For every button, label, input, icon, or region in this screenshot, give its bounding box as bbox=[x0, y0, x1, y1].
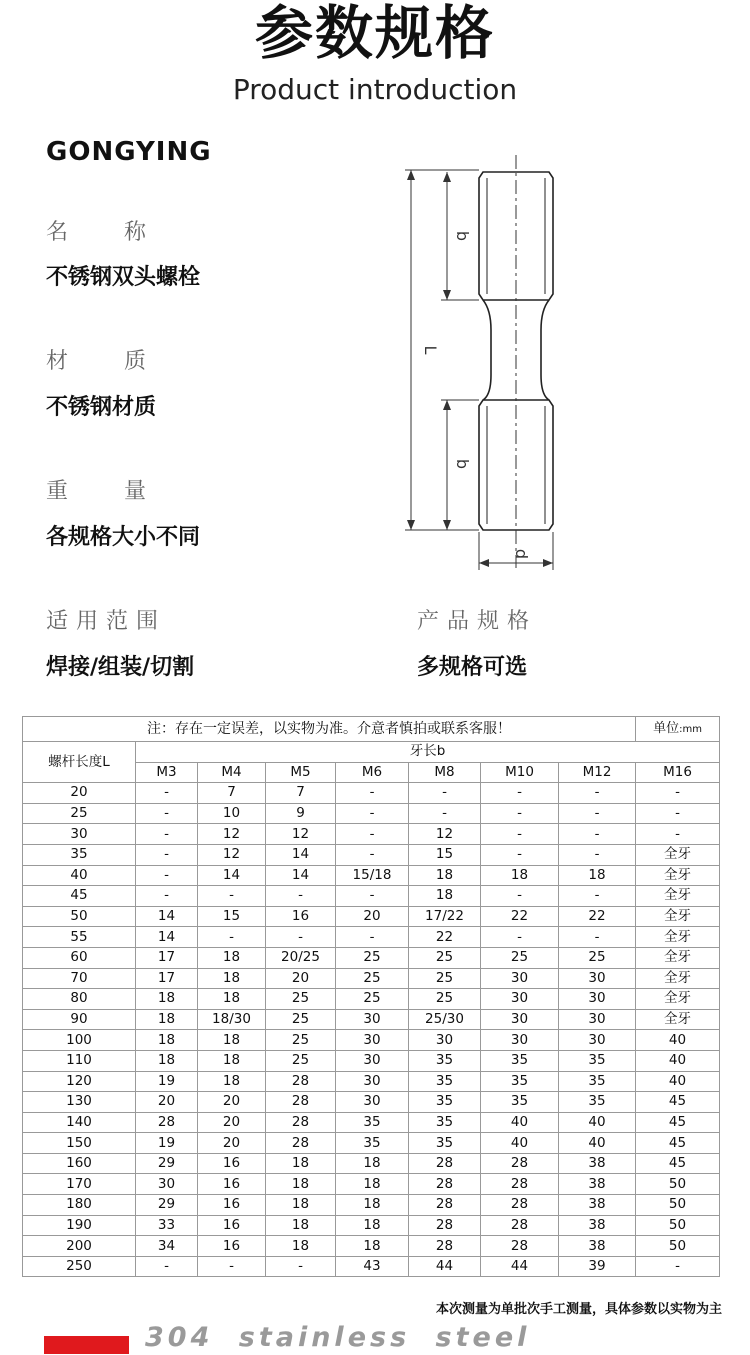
thread-length-cell: - bbox=[336, 824, 409, 845]
table-note: 注：存在一定误差，以实物为准。介意者慎拍或联系客服！ bbox=[23, 717, 636, 742]
thread-length-cell: 39 bbox=[559, 1256, 636, 1277]
table-row bbox=[23, 1133, 720, 1154]
thread-length-cell: 35 bbox=[409, 1092, 481, 1113]
thread-length-cell: 18 bbox=[266, 1174, 336, 1195]
thread-length-cell: 14 bbox=[136, 927, 198, 948]
thread-length-cell: 38 bbox=[559, 1215, 636, 1236]
thread-length-cell: 12 bbox=[266, 824, 336, 845]
thread-length-cell: - bbox=[481, 927, 559, 948]
thread-length-cell: 全牙 bbox=[636, 947, 720, 968]
column-header: M10 bbox=[481, 762, 559, 783]
length-cell: 90 bbox=[23, 1009, 136, 1030]
thread-length-cell: 40 bbox=[559, 1133, 636, 1154]
thread-length-cell: 40 bbox=[636, 1071, 720, 1092]
thread-length-cell: 20 bbox=[336, 906, 409, 927]
thread-length-cell: 16 bbox=[198, 1153, 266, 1174]
thread-length-cell: 22 bbox=[409, 927, 481, 948]
thread-length-cell: - bbox=[198, 886, 266, 907]
thread-length-cell: 18 bbox=[266, 1153, 336, 1174]
spec-table bbox=[22, 716, 720, 1277]
weight-label: 重量 bbox=[46, 479, 203, 504]
thread-length-cell: 38 bbox=[559, 1174, 636, 1195]
thread-length-cell: 16 bbox=[198, 1195, 266, 1216]
column-header: M8 bbox=[409, 762, 481, 783]
thread-length-cell: 18 bbox=[266, 1195, 336, 1216]
table-row bbox=[23, 1195, 720, 1216]
thread-length-cell: - bbox=[266, 1256, 336, 1277]
thread-length-cell: 30 bbox=[409, 1030, 481, 1051]
thread-length-cell: 20 bbox=[198, 1092, 266, 1113]
length-cell: 200 bbox=[23, 1236, 136, 1257]
column-header: M5 bbox=[266, 762, 336, 783]
thread-length-cell: 20 bbox=[266, 968, 336, 989]
thread-length-cell: 28 bbox=[409, 1174, 481, 1195]
thread-length-cell: 全牙 bbox=[636, 927, 720, 948]
thread-length-cell: 15 bbox=[198, 906, 266, 927]
thread-length-cell: 10 bbox=[198, 803, 266, 824]
table-row bbox=[23, 783, 720, 804]
table-row bbox=[23, 968, 720, 989]
thread-length-cell: 16 bbox=[198, 1174, 266, 1195]
thread-length-cell: 全牙 bbox=[636, 844, 720, 865]
thread-length-cell: 25 bbox=[336, 989, 409, 1010]
thread-length-cell: 7 bbox=[266, 783, 336, 804]
table-row bbox=[23, 844, 720, 865]
thread-length-cell: - bbox=[198, 927, 266, 948]
thread-length-cell: 40 bbox=[481, 1133, 559, 1154]
thread-length-cell: - bbox=[481, 844, 559, 865]
thread-length-cell: 全牙 bbox=[636, 989, 720, 1010]
thread-length-cell: 12 bbox=[198, 824, 266, 845]
thread-length-cell: 28 bbox=[409, 1236, 481, 1257]
table-body bbox=[23, 783, 720, 1277]
thread-length-cell: 18 bbox=[336, 1236, 409, 1257]
thread-length-cell: 28 bbox=[481, 1236, 559, 1257]
thread-length-cell: 28 bbox=[266, 1112, 336, 1133]
thread-length-cell: 28 bbox=[481, 1153, 559, 1174]
thread-length-cell: 9 bbox=[266, 803, 336, 824]
thread-length-cell: 35 bbox=[559, 1050, 636, 1071]
thread-length-cell: 29 bbox=[136, 1153, 198, 1174]
thread-length-cell: 18 bbox=[198, 989, 266, 1010]
length-header: 螺杆长度L bbox=[23, 742, 136, 783]
thread-length-cell: 18 bbox=[336, 1174, 409, 1195]
thread-length-cell: 14 bbox=[136, 906, 198, 927]
length-cell: 45 bbox=[23, 886, 136, 907]
thread-length-cell: 30 bbox=[336, 1071, 409, 1092]
thread-length-cell: 30 bbox=[136, 1174, 198, 1195]
spec-value: 多规格可选 bbox=[417, 655, 528, 680]
thread-length-cell: 35 bbox=[336, 1112, 409, 1133]
thread-length-cell: 12 bbox=[409, 824, 481, 845]
thread-length-cell: - bbox=[481, 824, 559, 845]
length-cell: 80 bbox=[23, 989, 136, 1010]
thread-length-cell: 18 bbox=[136, 1050, 198, 1071]
thread-length-cell: 30 bbox=[336, 1030, 409, 1051]
unit-cell bbox=[636, 717, 720, 742]
weight-value: 各规格大小不同 bbox=[46, 525, 201, 550]
thread-length-cell: - bbox=[409, 783, 481, 804]
thread-length-cell: - bbox=[481, 783, 559, 804]
column-header: M12 bbox=[559, 762, 636, 783]
thread-length-cell: - bbox=[481, 803, 559, 824]
thread-length-cell: - bbox=[266, 886, 336, 907]
table-row bbox=[23, 1215, 720, 1236]
stud-bolt-drawing bbox=[395, 150, 570, 575]
thread-length-cell: 30 bbox=[481, 1030, 559, 1051]
length-cell: 50 bbox=[23, 906, 136, 927]
thread-length-cell: 18 bbox=[409, 886, 481, 907]
table-row bbox=[23, 886, 720, 907]
thread-length-cell: 18 bbox=[198, 1071, 266, 1092]
thread-length-cell: - bbox=[409, 803, 481, 824]
table-row bbox=[23, 927, 720, 948]
thread-length-cell: - bbox=[559, 824, 636, 845]
length-cell: 130 bbox=[23, 1092, 136, 1113]
thread-length-cell: 34 bbox=[136, 1236, 198, 1257]
thread-length-cell: - bbox=[198, 1256, 266, 1277]
thread-length-cell: 45 bbox=[636, 1092, 720, 1113]
thread-length-cell: 全牙 bbox=[636, 865, 720, 886]
thread-length-cell: - bbox=[136, 783, 198, 804]
brand-name: GONGYING bbox=[46, 137, 212, 167]
table-row bbox=[23, 1153, 720, 1174]
material-label: 材质 bbox=[46, 349, 203, 374]
thread-length-cell: 40 bbox=[481, 1112, 559, 1133]
page-subtitle: Product introduction bbox=[232, 73, 518, 106]
spec-label: 产品规格 bbox=[417, 609, 538, 634]
thread-length-cell: 30 bbox=[559, 1030, 636, 1051]
thread-length-cell: - bbox=[136, 886, 198, 907]
table-row bbox=[23, 906, 720, 927]
thread-length-cell: 28 bbox=[409, 1153, 481, 1174]
thread-length-cell: 35 bbox=[409, 1050, 481, 1071]
thread-length-cell: 18 bbox=[136, 1030, 198, 1051]
accent-bar bbox=[44, 1336, 129, 1354]
thread-length-cell: 30 bbox=[336, 1009, 409, 1030]
thread-length-cell: - bbox=[336, 783, 409, 804]
material-value: 不锈钢材质 bbox=[46, 395, 157, 420]
thread-length-cell: 25 bbox=[266, 1009, 336, 1030]
thread-length-cell: 50 bbox=[636, 1174, 720, 1195]
table-row bbox=[23, 1112, 720, 1133]
thread-length-cell: - bbox=[266, 927, 336, 948]
thread-length-cell: 25 bbox=[409, 947, 481, 968]
thread-length-cell: 43 bbox=[336, 1256, 409, 1277]
thread-length-cell: - bbox=[559, 783, 636, 804]
table-row bbox=[23, 1174, 720, 1195]
thread-length-cell: 28 bbox=[266, 1092, 336, 1113]
length-cell: 250 bbox=[23, 1256, 136, 1277]
thread-length-cell: 12 bbox=[198, 844, 266, 865]
dimension-label-b-top: b bbox=[453, 230, 472, 242]
thread-length-cell: 30 bbox=[559, 968, 636, 989]
thread-length-cell: 22 bbox=[559, 906, 636, 927]
thread-length-cell: 35 bbox=[481, 1092, 559, 1113]
column-header: M3 bbox=[136, 762, 198, 783]
table-row bbox=[23, 803, 720, 824]
length-cell: 20 bbox=[23, 783, 136, 804]
thread-length-cell: 30 bbox=[481, 989, 559, 1010]
thread-length-cell: 28 bbox=[266, 1133, 336, 1154]
spec-table-container bbox=[22, 716, 719, 1277]
length-cell: 110 bbox=[23, 1050, 136, 1071]
dimension-label-b-bottom: b bbox=[453, 458, 472, 470]
thread-length-cell: 30 bbox=[481, 968, 559, 989]
thread-length-cell: 全牙 bbox=[636, 1009, 720, 1030]
length-cell: 150 bbox=[23, 1133, 136, 1154]
thread-length-cell: 17/22 bbox=[409, 906, 481, 927]
thread-length-cell: - bbox=[336, 803, 409, 824]
thread-length-cell: 35 bbox=[409, 1112, 481, 1133]
thread-length-cell: 18 bbox=[198, 1030, 266, 1051]
length-cell: 70 bbox=[23, 968, 136, 989]
name-value: 不锈钢双头螺栓 bbox=[46, 265, 201, 290]
column-header: M4 bbox=[198, 762, 266, 783]
length-cell: 190 bbox=[23, 1215, 136, 1236]
table-row bbox=[23, 1030, 720, 1051]
thread-length-cell: 18 bbox=[336, 1153, 409, 1174]
table-row bbox=[23, 1092, 720, 1113]
table-row bbox=[23, 865, 720, 886]
scope-label: 适用范围 bbox=[46, 609, 167, 634]
thread-length-cell: - bbox=[636, 1256, 720, 1277]
length-cell: 140 bbox=[23, 1112, 136, 1133]
name-label: 名称 bbox=[46, 220, 203, 245]
thread-length-cell: 50 bbox=[636, 1236, 720, 1257]
thread-length-cell: 50 bbox=[636, 1215, 720, 1236]
length-cell: 170 bbox=[23, 1174, 136, 1195]
thread-length-cell: 17 bbox=[136, 947, 198, 968]
thread-length-cell: 28 bbox=[266, 1071, 336, 1092]
thread-length-cell: 45 bbox=[636, 1133, 720, 1154]
thread-length-cell: 28 bbox=[409, 1195, 481, 1216]
thread-length-cell: - bbox=[136, 844, 198, 865]
thread-length-cell: 28 bbox=[481, 1195, 559, 1216]
thread-length-cell: 18 bbox=[336, 1195, 409, 1216]
table-row bbox=[23, 1050, 720, 1071]
thread-length-cell: 18 bbox=[198, 968, 266, 989]
table-row bbox=[23, 947, 720, 968]
thread-length-cell: 35 bbox=[409, 1133, 481, 1154]
thread-length-cell: 45 bbox=[636, 1112, 720, 1133]
table-row bbox=[23, 989, 720, 1010]
length-cell: 180 bbox=[23, 1195, 136, 1216]
thread-length-cell: 25/30 bbox=[409, 1009, 481, 1030]
thread-length-cell: 40 bbox=[636, 1030, 720, 1051]
thread-length-cell: 25 bbox=[266, 1030, 336, 1051]
thread-header: 牙长b bbox=[136, 742, 720, 763]
thread-length-cell: 30 bbox=[559, 1009, 636, 1030]
length-cell: 160 bbox=[23, 1153, 136, 1174]
thread-length-cell: 25 bbox=[336, 968, 409, 989]
length-cell: 100 bbox=[23, 1030, 136, 1051]
thread-length-cell: 30 bbox=[481, 1009, 559, 1030]
thread-length-cell: - bbox=[636, 824, 720, 845]
thread-length-cell: 30 bbox=[336, 1050, 409, 1071]
shank-right bbox=[541, 300, 549, 400]
thread-length-cell: 38 bbox=[559, 1153, 636, 1174]
length-cell: 30 bbox=[23, 824, 136, 845]
thread-length-cell: 25 bbox=[559, 947, 636, 968]
unit-label: 单位 bbox=[653, 721, 680, 736]
dimension-label-d: d bbox=[512, 548, 531, 560]
thread-length-cell: 18 bbox=[266, 1215, 336, 1236]
thread-length-cell: 25 bbox=[409, 968, 481, 989]
thread-length-cell: 16 bbox=[198, 1236, 266, 1257]
thread-length-cell: - bbox=[336, 886, 409, 907]
length-cell: 25 bbox=[23, 803, 136, 824]
thread-length-cell: 28 bbox=[481, 1174, 559, 1195]
thread-length-cell: 29 bbox=[136, 1195, 198, 1216]
thread-length-cell: 35 bbox=[409, 1071, 481, 1092]
thread-length-cell: 18 bbox=[198, 947, 266, 968]
thread-length-cell: - bbox=[559, 927, 636, 948]
thread-length-cell: - bbox=[559, 803, 636, 824]
thread-length-cell: - bbox=[136, 803, 198, 824]
thread-length-cell: - bbox=[336, 844, 409, 865]
thread-length-cell: 40 bbox=[559, 1112, 636, 1133]
thread-length-cell: 30 bbox=[336, 1092, 409, 1113]
length-cell: 35 bbox=[23, 844, 136, 865]
scope-value: 焊接/组装/切割 bbox=[46, 655, 195, 680]
thread-length-cell: 18 bbox=[266, 1236, 336, 1257]
table-row bbox=[23, 824, 720, 845]
thread-length-cell: 20/25 bbox=[266, 947, 336, 968]
thread-length-cell: 40 bbox=[636, 1050, 720, 1071]
thread-length-cell: 全牙 bbox=[636, 906, 720, 927]
thread-length-cell: 18 bbox=[136, 989, 198, 1010]
thread-length-cell: 18 bbox=[136, 1009, 198, 1030]
thread-length-cell: - bbox=[136, 824, 198, 845]
column-header: M16 bbox=[636, 762, 720, 783]
thread-length-cell: - bbox=[481, 886, 559, 907]
thread-length-cell: 28 bbox=[136, 1112, 198, 1133]
thread-length-cell: - bbox=[636, 783, 720, 804]
table-row bbox=[23, 1009, 720, 1030]
thread-length-cell: 20 bbox=[136, 1092, 198, 1113]
dimension-label-L: L bbox=[421, 345, 440, 355]
thread-length-cell: 35 bbox=[559, 1092, 636, 1113]
thread-length-cell: 18 bbox=[336, 1215, 409, 1236]
thread-length-cell: 18/30 bbox=[198, 1009, 266, 1030]
thread-length-cell: 25 bbox=[266, 989, 336, 1010]
length-cell: 40 bbox=[23, 865, 136, 886]
thread-length-cell: 50 bbox=[636, 1195, 720, 1216]
thread-length-cell: 全牙 bbox=[636, 886, 720, 907]
thread-length-cell: - bbox=[636, 803, 720, 824]
length-cell: 55 bbox=[23, 927, 136, 948]
length-cell: 60 bbox=[23, 947, 136, 968]
thread-length-cell: 35 bbox=[559, 1071, 636, 1092]
thread-length-cell: 35 bbox=[336, 1133, 409, 1154]
thread-length-cell: 18 bbox=[481, 865, 559, 886]
thread-length-cell: 35 bbox=[481, 1050, 559, 1071]
table-row bbox=[23, 1256, 720, 1277]
thread-length-cell: - bbox=[559, 886, 636, 907]
thread-length-cell: 38 bbox=[559, 1195, 636, 1216]
thread-length-cell: 44 bbox=[481, 1256, 559, 1277]
footnote: 本次测量为单批次手工测量，具体参数以实物为主 bbox=[435, 1302, 722, 1317]
thread-length-cell: 20 bbox=[198, 1133, 266, 1154]
thread-length-cell: 22 bbox=[481, 906, 559, 927]
thread-length-cell: 44 bbox=[409, 1256, 481, 1277]
thread-length-cell: 30 bbox=[559, 989, 636, 1010]
thread-length-cell: 16 bbox=[266, 906, 336, 927]
thread-length-cell: 18 bbox=[409, 865, 481, 886]
thread-length-cell: 20 bbox=[198, 1112, 266, 1133]
unit-value: :mm bbox=[679, 724, 702, 735]
thread-length-cell: 7 bbox=[198, 783, 266, 804]
page-title: 参数规格 bbox=[254, 0, 495, 67]
table-row bbox=[23, 1071, 720, 1092]
thread-length-cell: 25 bbox=[336, 947, 409, 968]
thread-length-cell: 16 bbox=[198, 1215, 266, 1236]
thread-length-cell: 35 bbox=[481, 1071, 559, 1092]
thread-length-cell: 15 bbox=[409, 844, 481, 865]
thread-length-cell: - bbox=[136, 865, 198, 886]
thread-length-cell: 14 bbox=[266, 844, 336, 865]
shank-left bbox=[483, 300, 491, 400]
table-row bbox=[23, 1236, 720, 1257]
thread-length-cell: 38 bbox=[559, 1236, 636, 1257]
thread-length-cell: 28 bbox=[409, 1215, 481, 1236]
thread-length-cell: 25 bbox=[409, 989, 481, 1010]
thread-length-cell: 33 bbox=[136, 1215, 198, 1236]
thread-length-cell: 25 bbox=[481, 947, 559, 968]
thread-length-cell: 15/18 bbox=[336, 865, 409, 886]
thread-length-cell: 17 bbox=[136, 968, 198, 989]
thread-length-cell: 28 bbox=[481, 1215, 559, 1236]
thread-length-cell: 全牙 bbox=[636, 968, 720, 989]
thread-length-cell: 19 bbox=[136, 1071, 198, 1092]
thread-length-cell: 45 bbox=[636, 1153, 720, 1174]
thread-length-cell: 18 bbox=[198, 1050, 266, 1071]
thread-length-cell: - bbox=[559, 844, 636, 865]
column-header: M6 bbox=[336, 762, 409, 783]
thread-length-cell: 19 bbox=[136, 1133, 198, 1154]
thread-length-cell: 25 bbox=[266, 1050, 336, 1071]
thread-length-cell: 14 bbox=[266, 865, 336, 886]
thread-length-cell: - bbox=[336, 927, 409, 948]
length-cell: 120 bbox=[23, 1071, 136, 1092]
thread-length-cell: 18 bbox=[559, 865, 636, 886]
thread-length-cell: 14 bbox=[198, 865, 266, 886]
slogan: 304 stainless steel bbox=[145, 1322, 531, 1353]
thread-length-cell: - bbox=[136, 1256, 198, 1277]
